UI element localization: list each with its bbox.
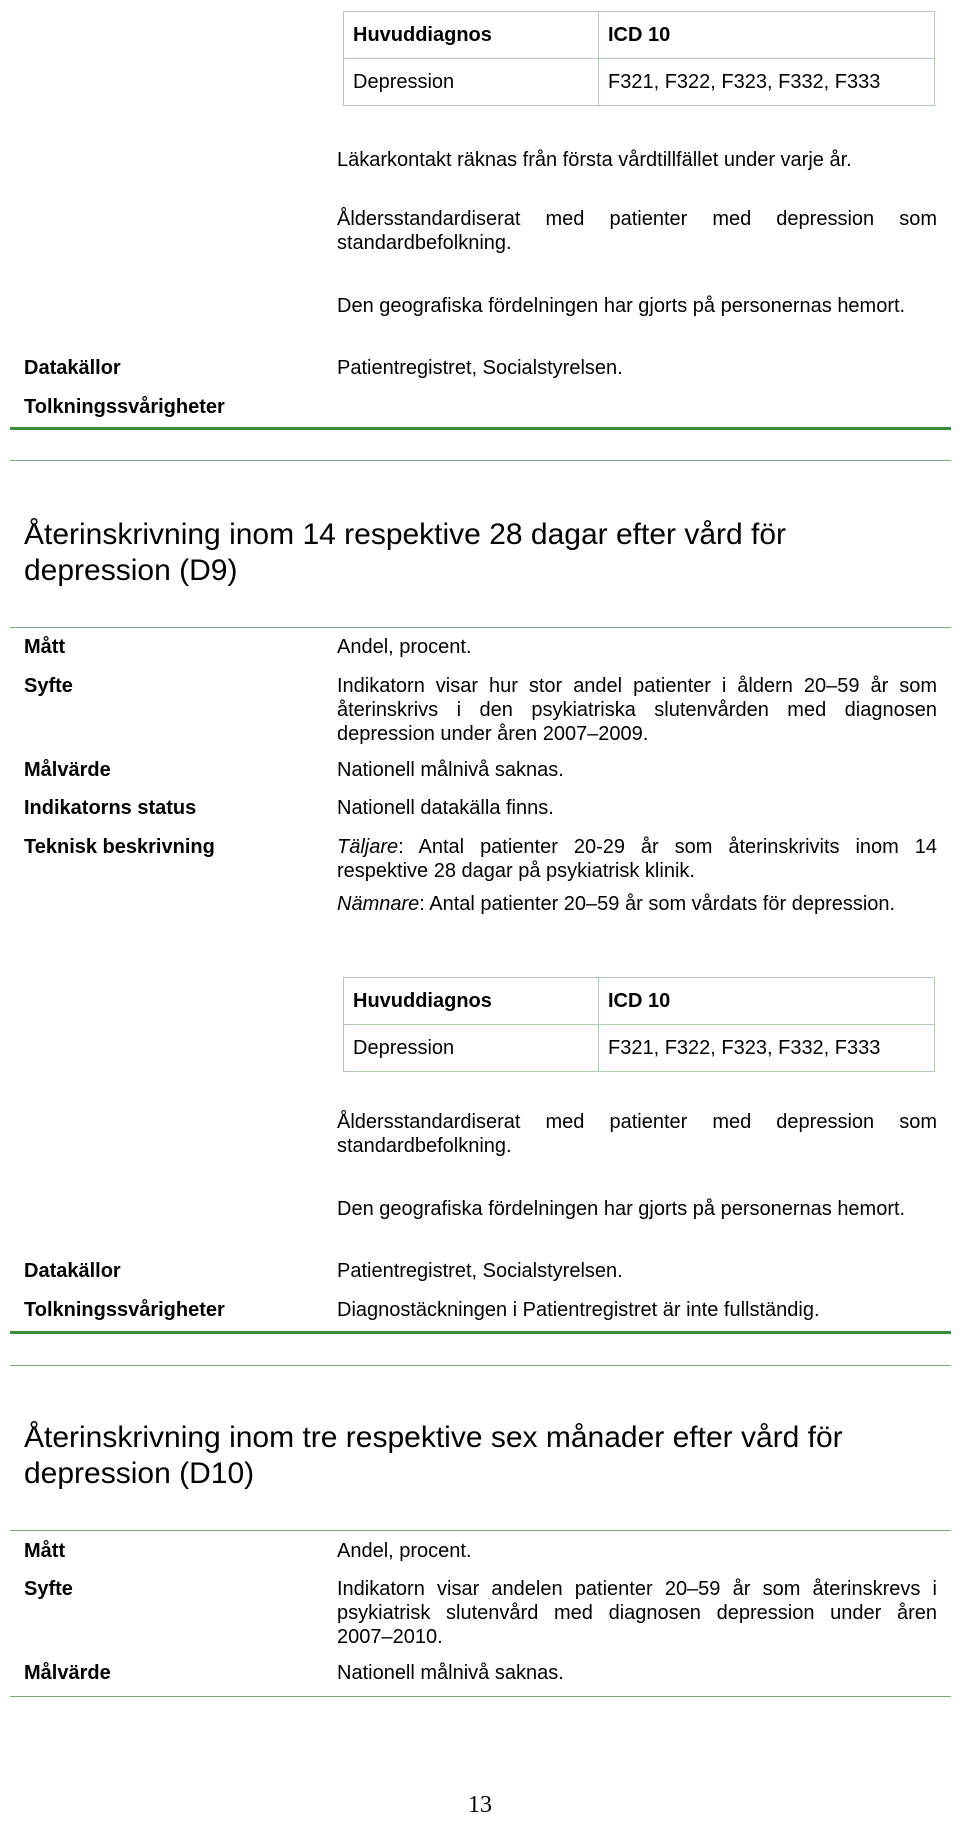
syfte-label: Syfte bbox=[24, 675, 73, 697]
table-cell: F321, F322, F323, F332, F333 bbox=[599, 59, 935, 106]
tolkningssvarigheter-value: Diagnostäckningen i Patientregistret är inte fullständig. bbox=[337, 1299, 820, 1321]
matt-value: Andel, procent. bbox=[337, 636, 472, 658]
datakallor-label: Datakällor bbox=[24, 1260, 121, 1282]
indikatorns-status-value: Nationell datakälla finns. bbox=[337, 797, 554, 819]
syfte-label: Syfte bbox=[24, 1578, 73, 1600]
tolkningssvarigheter-label: Tolkningssvårigheter bbox=[24, 1299, 225, 1321]
table-header-cell: Huvuddiagnos bbox=[344, 12, 599, 59]
icd-table-d9 bbox=[343, 977, 935, 1072]
namnare-term: Nämnare bbox=[337, 893, 420, 915]
lakarkontakt-text: Läkarkontakt räknas från första vårdtillfället under varje år. bbox=[337, 149, 852, 171]
taljare-definition: : Antal patienter 20-29 år som återinskrivits inom 14 respektive 28 dagar på psykiatrisk klinik. bbox=[337, 836, 937, 882]
section-divider bbox=[10, 1365, 951, 1366]
taljare-text bbox=[337, 835, 937, 883]
matt-label: Mått bbox=[24, 1540, 66, 1562]
section-divider bbox=[10, 627, 951, 628]
table-cell: F321, F322, F323, F332, F333 bbox=[599, 1025, 935, 1072]
namnare-text bbox=[337, 892, 937, 916]
datakallor-label: Datakällor bbox=[24, 357, 121, 379]
table-row bbox=[344, 59, 935, 106]
aldersstandardisering-text: Åldersstandardiserat med patienter med depression som standardbefolkning. bbox=[337, 1111, 937, 1157]
section-divider bbox=[10, 460, 951, 461]
page-number: 13 bbox=[468, 1792, 492, 1818]
aldersstandardisering-text: Åldersstandardiserat med patienter med depression som standardbefolkning. bbox=[337, 208, 937, 254]
matt-label: Mått bbox=[24, 636, 66, 658]
section-divider bbox=[10, 1530, 951, 1531]
malvarde-label: Målvärde bbox=[24, 1662, 111, 1684]
syfte-value: Indikatorn visar andelen patienter 20–59 år som återinskrevs i psykiatrisk slutenvård med diagnosen depression under åren 2007–2010. bbox=[337, 1578, 937, 1648]
syfte-value: Indikatorn visar hur stor andel patienter i åldern 20–59 år som återinskrivs i den psykiatriska slutenvården med diagnosen depression under åren 2007–2009. bbox=[337, 675, 937, 745]
tolkningssvarigheter-label: Tolkningssvårigheter bbox=[24, 396, 225, 418]
datakallor-value: Patientregistret, Socialstyrelsen. bbox=[337, 357, 623, 379]
icd-table-d8 bbox=[343, 11, 935, 106]
indikatorns-status-label: Indikatorns status bbox=[24, 797, 197, 819]
malvarde-value: Nationell målnivå saknas. bbox=[337, 759, 564, 781]
section-title-d9: Återinskrivning inom 14 respektive 28 dagar efter vård för depression (D9) bbox=[24, 518, 787, 587]
geografi-text: Den geografiska fördelningen har gjorts på personernas hemort. bbox=[337, 1198, 906, 1220]
matt-value: Andel, procent. bbox=[337, 1540, 472, 1562]
datakallor-value: Patientregistret, Socialstyrelsen. bbox=[337, 1260, 623, 1282]
taljare-term: Täljare bbox=[337, 836, 399, 858]
table-header-cell: Huvuddiagnos bbox=[344, 978, 599, 1025]
table-cell: Depression bbox=[344, 59, 599, 106]
namnare-definition: : Antal patienter 20–59 år som vårdats för depression. bbox=[419, 893, 896, 915]
table-cell: Depression bbox=[344, 1025, 599, 1072]
geografi-text: Den geografiska fördelningen har gjorts på personernas hemort. bbox=[337, 295, 906, 317]
table-header-row bbox=[344, 12, 935, 59]
malvarde-label: Målvärde bbox=[24, 759, 111, 781]
teknisk-beskrivning-label: Teknisk beskrivning bbox=[24, 836, 215, 858]
table-row bbox=[344, 1025, 935, 1072]
section-title-d10: Återinskrivning inom tre respektive sex månader efter vård för depression (D10) bbox=[24, 1421, 843, 1490]
section-divider bbox=[10, 427, 951, 430]
section-divider bbox=[10, 1331, 951, 1334]
malvarde-value: Nationell målnivå saknas. bbox=[337, 1662, 564, 1684]
table-header-cell: ICD 10 bbox=[599, 978, 935, 1025]
section-divider bbox=[10, 1696, 951, 1697]
table-header-cell: ICD 10 bbox=[599, 12, 935, 59]
table-header-row bbox=[344, 978, 935, 1025]
